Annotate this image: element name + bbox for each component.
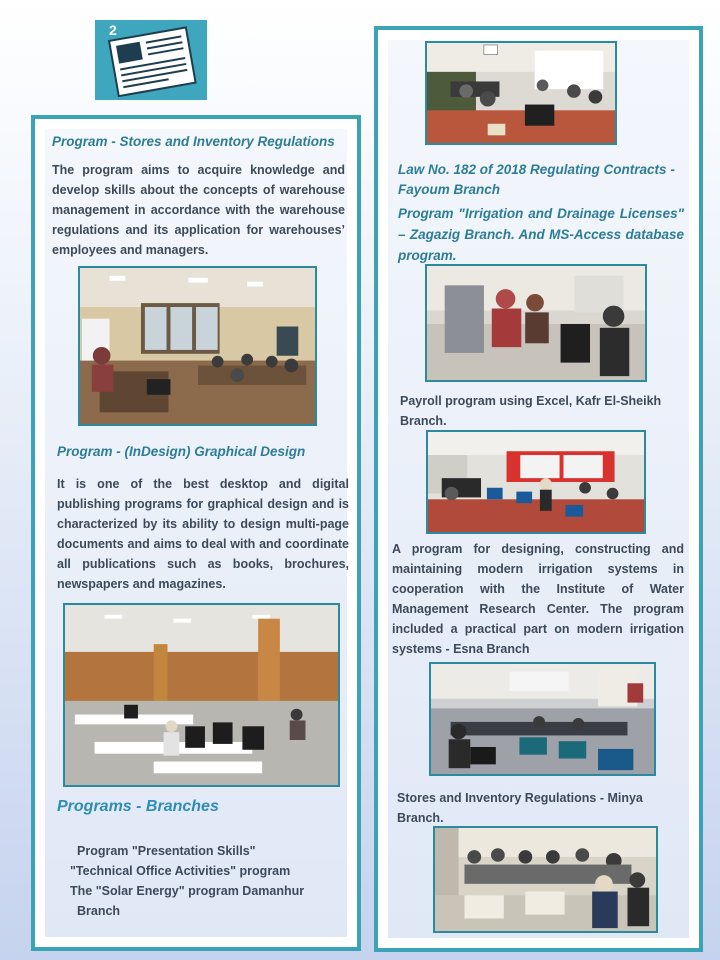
law-program-line2: Fayoum Branch — [398, 182, 501, 197]
stores-program-title: Program - Stores and Inventory Regulations — [52, 134, 335, 149]
law-program-line1: Law No. 182 of 2018 Regulating Contracts - — [398, 162, 675, 177]
irrigation-licenses-text: Program "Irrigation and Drainage Licenses" – Zagazig Branch. And MS-Access database program. — [398, 206, 684, 263]
list-item: Branch — [77, 904, 121, 918]
indesign-program-description: It is one of the best desktop and digital publishing programs for graphical design and is characterized by its ability to design multi-page documents and aims to deal with and coordinate all publications such as books, brochures, newspapers and magazines. — [57, 477, 349, 591]
list-item: The "Solar Energy" program Damanhur — [70, 884, 305, 898]
photo-stores-classroom — [78, 266, 317, 426]
icon-badge: 2 — [109, 22, 117, 38]
esna-irrigation-caption: A program for designing, constructing and maintaining modern irrigation systems in cooperation with the Institute of Water Management Research Center. The program included a practical part on modern irrigation systems - Esna Branch — [392, 542, 684, 656]
list-item: "Technical Office Activities" program — [70, 864, 291, 878]
photo-indesign-computer-lab — [63, 603, 340, 787]
list-item: Program "Presentation Skills" — [77, 844, 256, 858]
photo-minya-training — [433, 826, 658, 933]
photo-fayoum-training — [425, 41, 617, 145]
photo-esna-lab — [429, 662, 656, 776]
branches-title: Programs - Branches — [57, 798, 219, 815]
photo-zagazig-training — [425, 264, 647, 382]
photo-kafr-el-sheikh-lab — [426, 430, 646, 534]
newspaper-icon — [95, 20, 207, 100]
payroll-caption: Payroll program using Excel, Kafr El-Sheikh Branch. — [400, 394, 662, 428]
indesign-program-title: Program - (InDesign) Graphical Design — [57, 444, 306, 459]
minya-caption: Stores and Inventory Regulations - Minya Branch. — [397, 791, 643, 825]
stores-program-description: The program aims to acquire knowledge and develop skills about the concepts of warehouse management in accordance with the warehouse regulations and its application for warehouses’ employees and managers. — [52, 163, 345, 257]
